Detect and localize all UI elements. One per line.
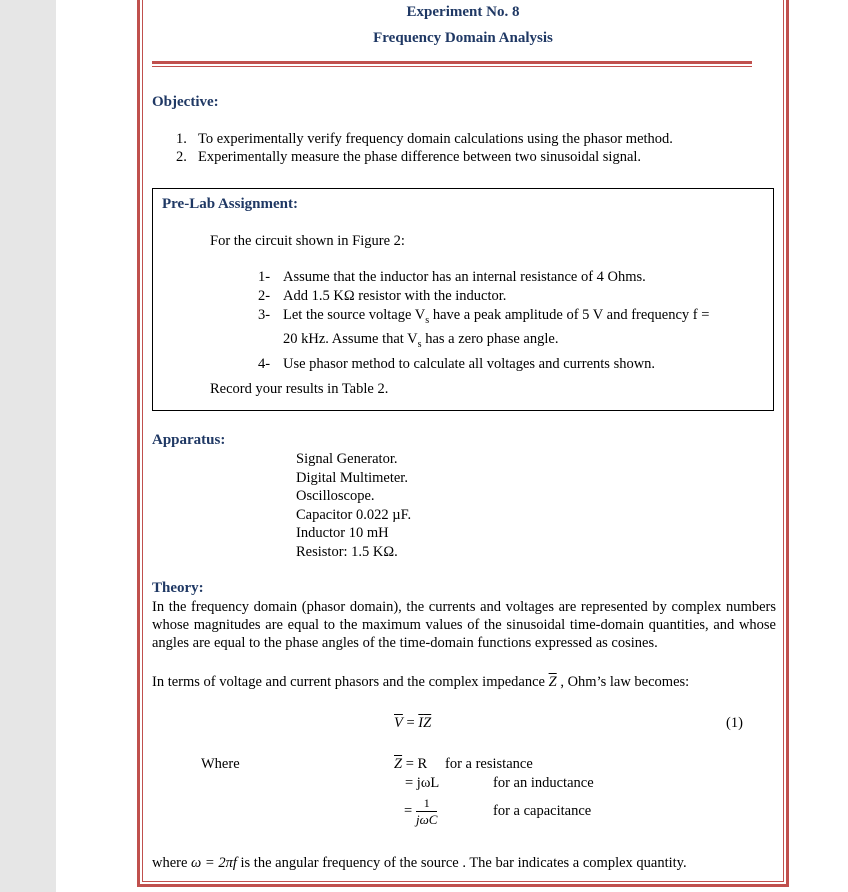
- equation-number: (1): [726, 715, 743, 731]
- impedance-capacitance-desc: for a capacitance: [493, 803, 592, 819]
- apparatus-heading: Apparatus:: [152, 432, 226, 448]
- apparatus-item: Resistor: 1.5 KΩ.: [296, 543, 398, 560]
- header-rule-thin: [152, 66, 752, 67]
- prelab-heading: Pre-Lab Assignment:: [162, 196, 298, 212]
- apparatus-list: [296, 450, 411, 562]
- omega-definition: where ω = 2πf is the angular frequency of the source . The bar indicates a complex quantity.: [152, 855, 687, 871]
- impedance-resistance-desc: for a resistance: [445, 756, 533, 772]
- objective-list: [176, 130, 756, 166]
- prelab-item: 4- Use phasor method to calculate all voltages and currents shown.: [258, 355, 656, 372]
- ohms-law-equation: $\overline{V} = \overline{I}\overline{Z}$: [394, 715, 432, 731]
- document-title: Frequency Domain Analysis: [373, 30, 553, 46]
- where-label: Where: [201, 756, 240, 772]
- ohms-law-intro: In terms of voltage and current phasors and the complex impedance $\overline{Z}$ , Ohm’s law becomes:: [152, 674, 690, 690]
- objective-item: 2. Experimentally measure the phase difference between two sinusoidal signal.: [176, 149, 642, 165]
- apparatus-item: Oscilloscope.: [296, 488, 375, 505]
- apparatus-item: Digital Multimeter.: [296, 469, 408, 486]
- apparatus-item: Capacitor 0.022 µF.: [296, 506, 412, 523]
- impedance-capacitance-fraction: $\frac{1}{\text{jωC}}$: [416, 796, 438, 827]
- theory-paragraph: In the frequency domain (phasor domain), the currents and voltages are represented by complex numbers whose magnitudes are equal to the maximum values of the sinusoidal time-domain quantities, and whose angles are equal to the phase angles of the time-domain functions expressed as cosines.: [152, 599, 776, 651]
- apparatus-item: Signal Generator.: [296, 451, 398, 467]
- prelab-item: 3- Let the source voltage $V_s$ have a peak amplitude of 5 V and frequency f = 20 kHz. Assume that $V_s$ has a zero phase angle.: [258, 307, 710, 350]
- prelab-footer: Record your results in Table 2.: [210, 381, 389, 397]
- prelab-item: 2- Add 1.5 KΩ resistor with the inductor.: [258, 288, 507, 304]
- prelab-list: [258, 268, 758, 373]
- objective-item: 1. To experimentally verify frequency domain calculations using the phasor method.: [176, 131, 673, 147]
- impedance-capacitance-eq: =: [404, 803, 413, 819]
- experiment-number: Experiment No. 8: [406, 4, 520, 20]
- prelab-intro: For the circuit shown in Figure 2:: [210, 233, 405, 249]
- objective-heading: Objective:: [152, 94, 219, 110]
- apparatus-item: Inductor 10 mH: [296, 525, 389, 542]
- prelab-item: 1- Assume that the inductor has an internal resistance of 4 Ohms.: [258, 269, 646, 285]
- header-rule-thick: [152, 61, 752, 64]
- impedance-inductance-desc: for an inductance: [493, 775, 594, 791]
- impedance-resistance: $\overline{Z} = R$: [394, 756, 428, 772]
- impedance-inductance: = jωL: [405, 775, 440, 791]
- theory-heading: Theory:: [152, 580, 204, 596]
